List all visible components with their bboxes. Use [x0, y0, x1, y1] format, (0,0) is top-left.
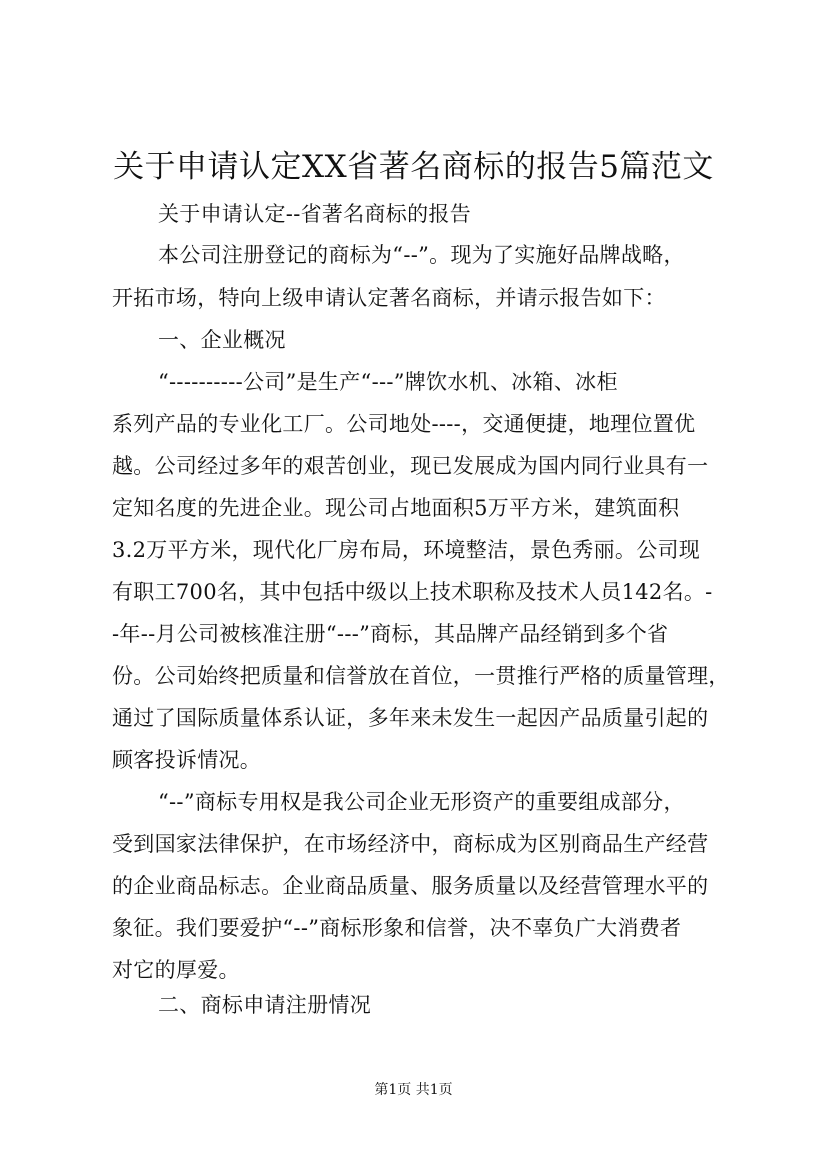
paragraph-line: 对它的厚爱。 — [112, 958, 240, 982]
paragraph-line: 份。公司始终把质量和信誉放在首位，一贯推行严格的质量管理， — [112, 664, 730, 688]
paragraph-line: 越。公司经过多年的艰苦创业，现已发展成为国内同行业具有一 — [112, 454, 709, 478]
document-title: 关于申请认定XX省著名商标的报告5篇范文 — [113, 149, 714, 185]
paragraph-line: 开拓市场，特向上级申请认定著名商标，并请示报告如下： — [112, 286, 666, 310]
subtitle-line: 关于申请认定--省著名商标的报告 — [158, 202, 471, 226]
paragraph-line: 象征。我们要爱护“--”商标形象和信誉，决不辜负广大消费者 — [112, 916, 682, 940]
paragraph-line: 受到国家法律保护，在市场经济中，商标成为区别商品生产经营 — [112, 832, 709, 856]
paragraph-line: 通过了国际质量体系认证，多年来未发生一起因产品质量引起的 — [112, 706, 709, 730]
section-heading: 一、企业概况 — [158, 328, 286, 352]
paragraph-line: 3.2万平方米，现代化厂房布局，环境整洁，景色秀丽。公司现 — [112, 538, 701, 562]
paragraph-line: -年--月公司被核准注册“---”商标，其品牌产品经销到多个省 — [112, 622, 669, 646]
paragraph-line: 顾客投诉情况。 — [112, 748, 262, 772]
paragraph-line: 有职工700名，其中包括中级以上技术职称及技术人员142名。- — [112, 580, 713, 604]
paragraph-line: “----------公司”是生产“---”牌饮水机、冰箱、冰柜 — [158, 370, 618, 394]
paragraph-line: “--”商标专用权是我公司企业无形资产的重要组成部分， — [158, 790, 685, 814]
paragraph-line: 本公司注册登记的商标为“--”。现为了实施好品牌战略， — [158, 243, 685, 267]
section-heading: 二、商标申请注册情况 — [158, 993, 371, 1017]
paragraph-line: 系列产品的专业化工厂。公司地处----，交通便捷，地理位置优 — [112, 412, 696, 436]
paragraph-line: 定知名度的先进企业。现公司占地面积5万平方米，建筑面积 — [112, 496, 680, 520]
page-footer: 第1页 共1页 — [374, 1082, 453, 1098]
paragraph-line: 的企业商品标志。企业商品质量、服务质量以及经营管理水平的 — [112, 874, 709, 898]
